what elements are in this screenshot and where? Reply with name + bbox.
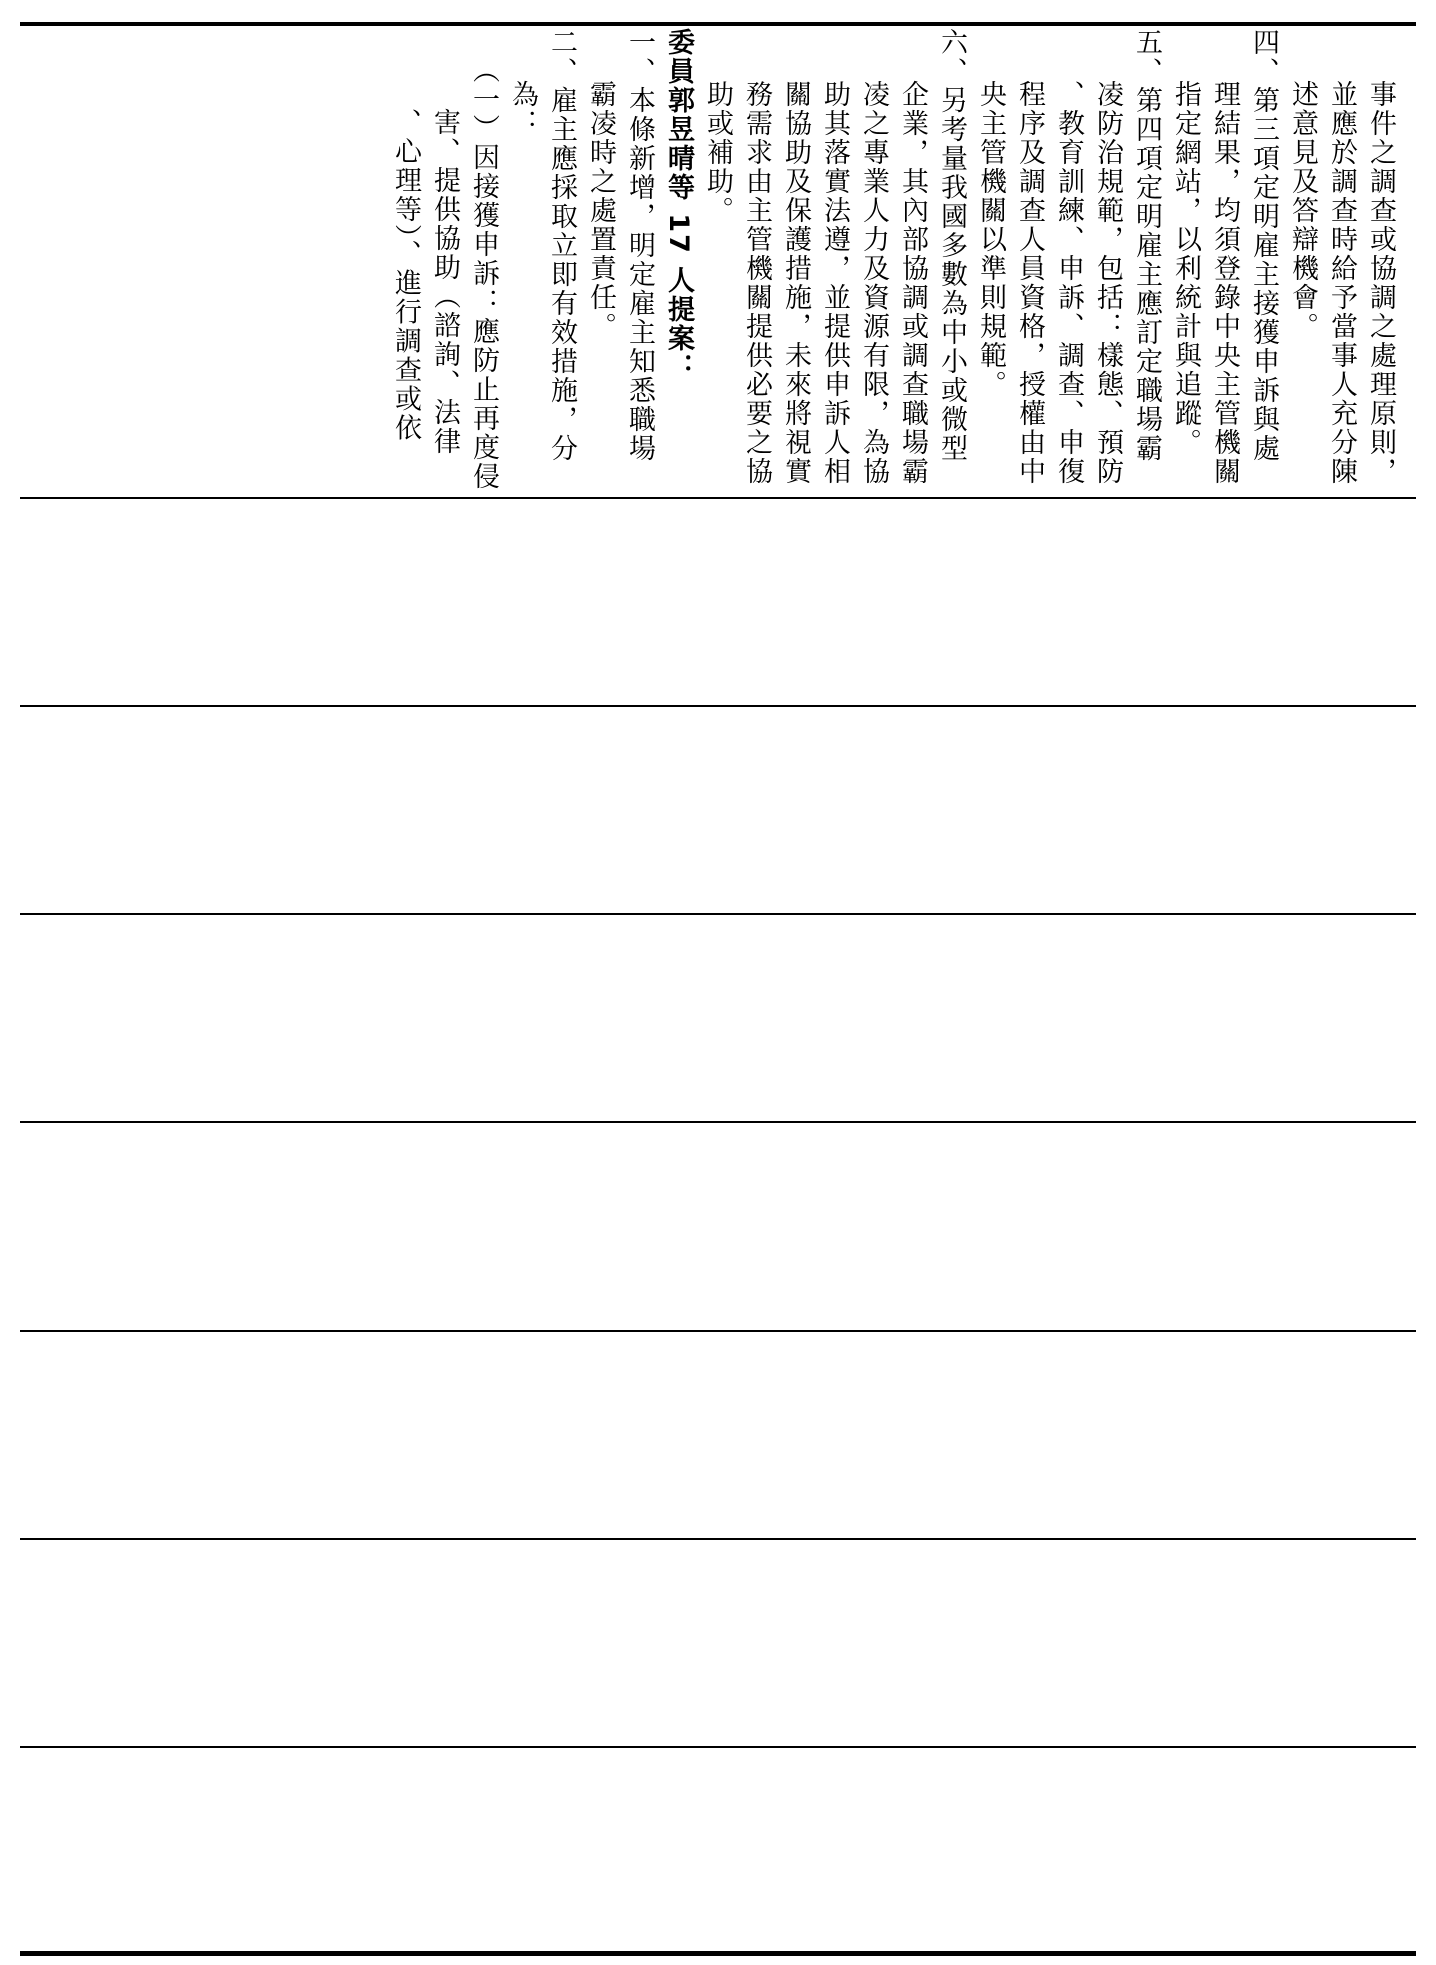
proposal-heading: 委員郭昱晴等 17 人提案： xyxy=(663,28,694,383)
text-column: 六、另考量我國多數為中小或微型 xyxy=(936,28,967,463)
text-column: 四、第三項定明雇主接獲申訴與處 xyxy=(1248,28,1279,463)
text-column: 助其落實法遵，並提供申訴人相 xyxy=(819,80,850,486)
text-column: 為： xyxy=(507,80,538,138)
row-divider xyxy=(20,1121,1416,1123)
text-column: 程序及調查人員資格，授權由中 xyxy=(1014,80,1045,486)
row-divider xyxy=(20,1330,1416,1332)
text-column: 央主管機關以準則規範。 xyxy=(975,80,1006,399)
text-column: 、教育訓練、申訴、調查、申復 xyxy=(1053,80,1084,486)
text-column: （一）因接獲申訴：應防止再度侵 xyxy=(468,56,499,491)
top-rule xyxy=(20,22,1416,26)
text-column: 二、雇主應採取立即有效措施，分 xyxy=(546,28,577,463)
text-column: 務需求由主管機關提供必要之協 xyxy=(741,80,772,486)
text-column: 助或補助。 xyxy=(702,80,733,225)
row-divider xyxy=(20,1538,1416,1540)
text-column: 五、第四項定明雇主應訂定職場霸 xyxy=(1131,28,1162,463)
row-divider xyxy=(20,497,1416,499)
text-column: 凌之專業人力及資源有限，為協 xyxy=(858,80,889,486)
bottom-rule xyxy=(20,1951,1416,1956)
text-column: 霸凌時之處置責任。 xyxy=(585,80,616,341)
row-divider xyxy=(20,913,1416,915)
row-divider xyxy=(20,705,1416,707)
text-column: 關協助及保護措施，未來將視實 xyxy=(780,80,811,486)
text-column: 一、本條新增，明定雇主知悉職場 xyxy=(624,28,655,463)
text-column: 理結果，均須登錄中央主管機關 xyxy=(1209,80,1240,486)
text-column: 事件之調查或協調之處理原則， xyxy=(1365,80,1396,486)
text-column: 企業，其內部協調或調查職場霸 xyxy=(897,80,928,486)
text-column: 並應於調查時給予當事人充分陳 xyxy=(1326,80,1357,486)
text-column: 凌防治規範，包括：樣態、預防 xyxy=(1092,80,1123,486)
text-column: 、心理等）、進行調查或依 xyxy=(390,108,421,443)
text-column: 指定網站，以利統計與追蹤。 xyxy=(1170,80,1201,457)
text-column: 述意見及答辯機會。 xyxy=(1287,80,1318,341)
vertical-text-block xyxy=(20,28,1400,496)
row-divider xyxy=(20,1746,1416,1748)
text-column: 害、提供協助（諮詢、法律 xyxy=(429,108,460,456)
